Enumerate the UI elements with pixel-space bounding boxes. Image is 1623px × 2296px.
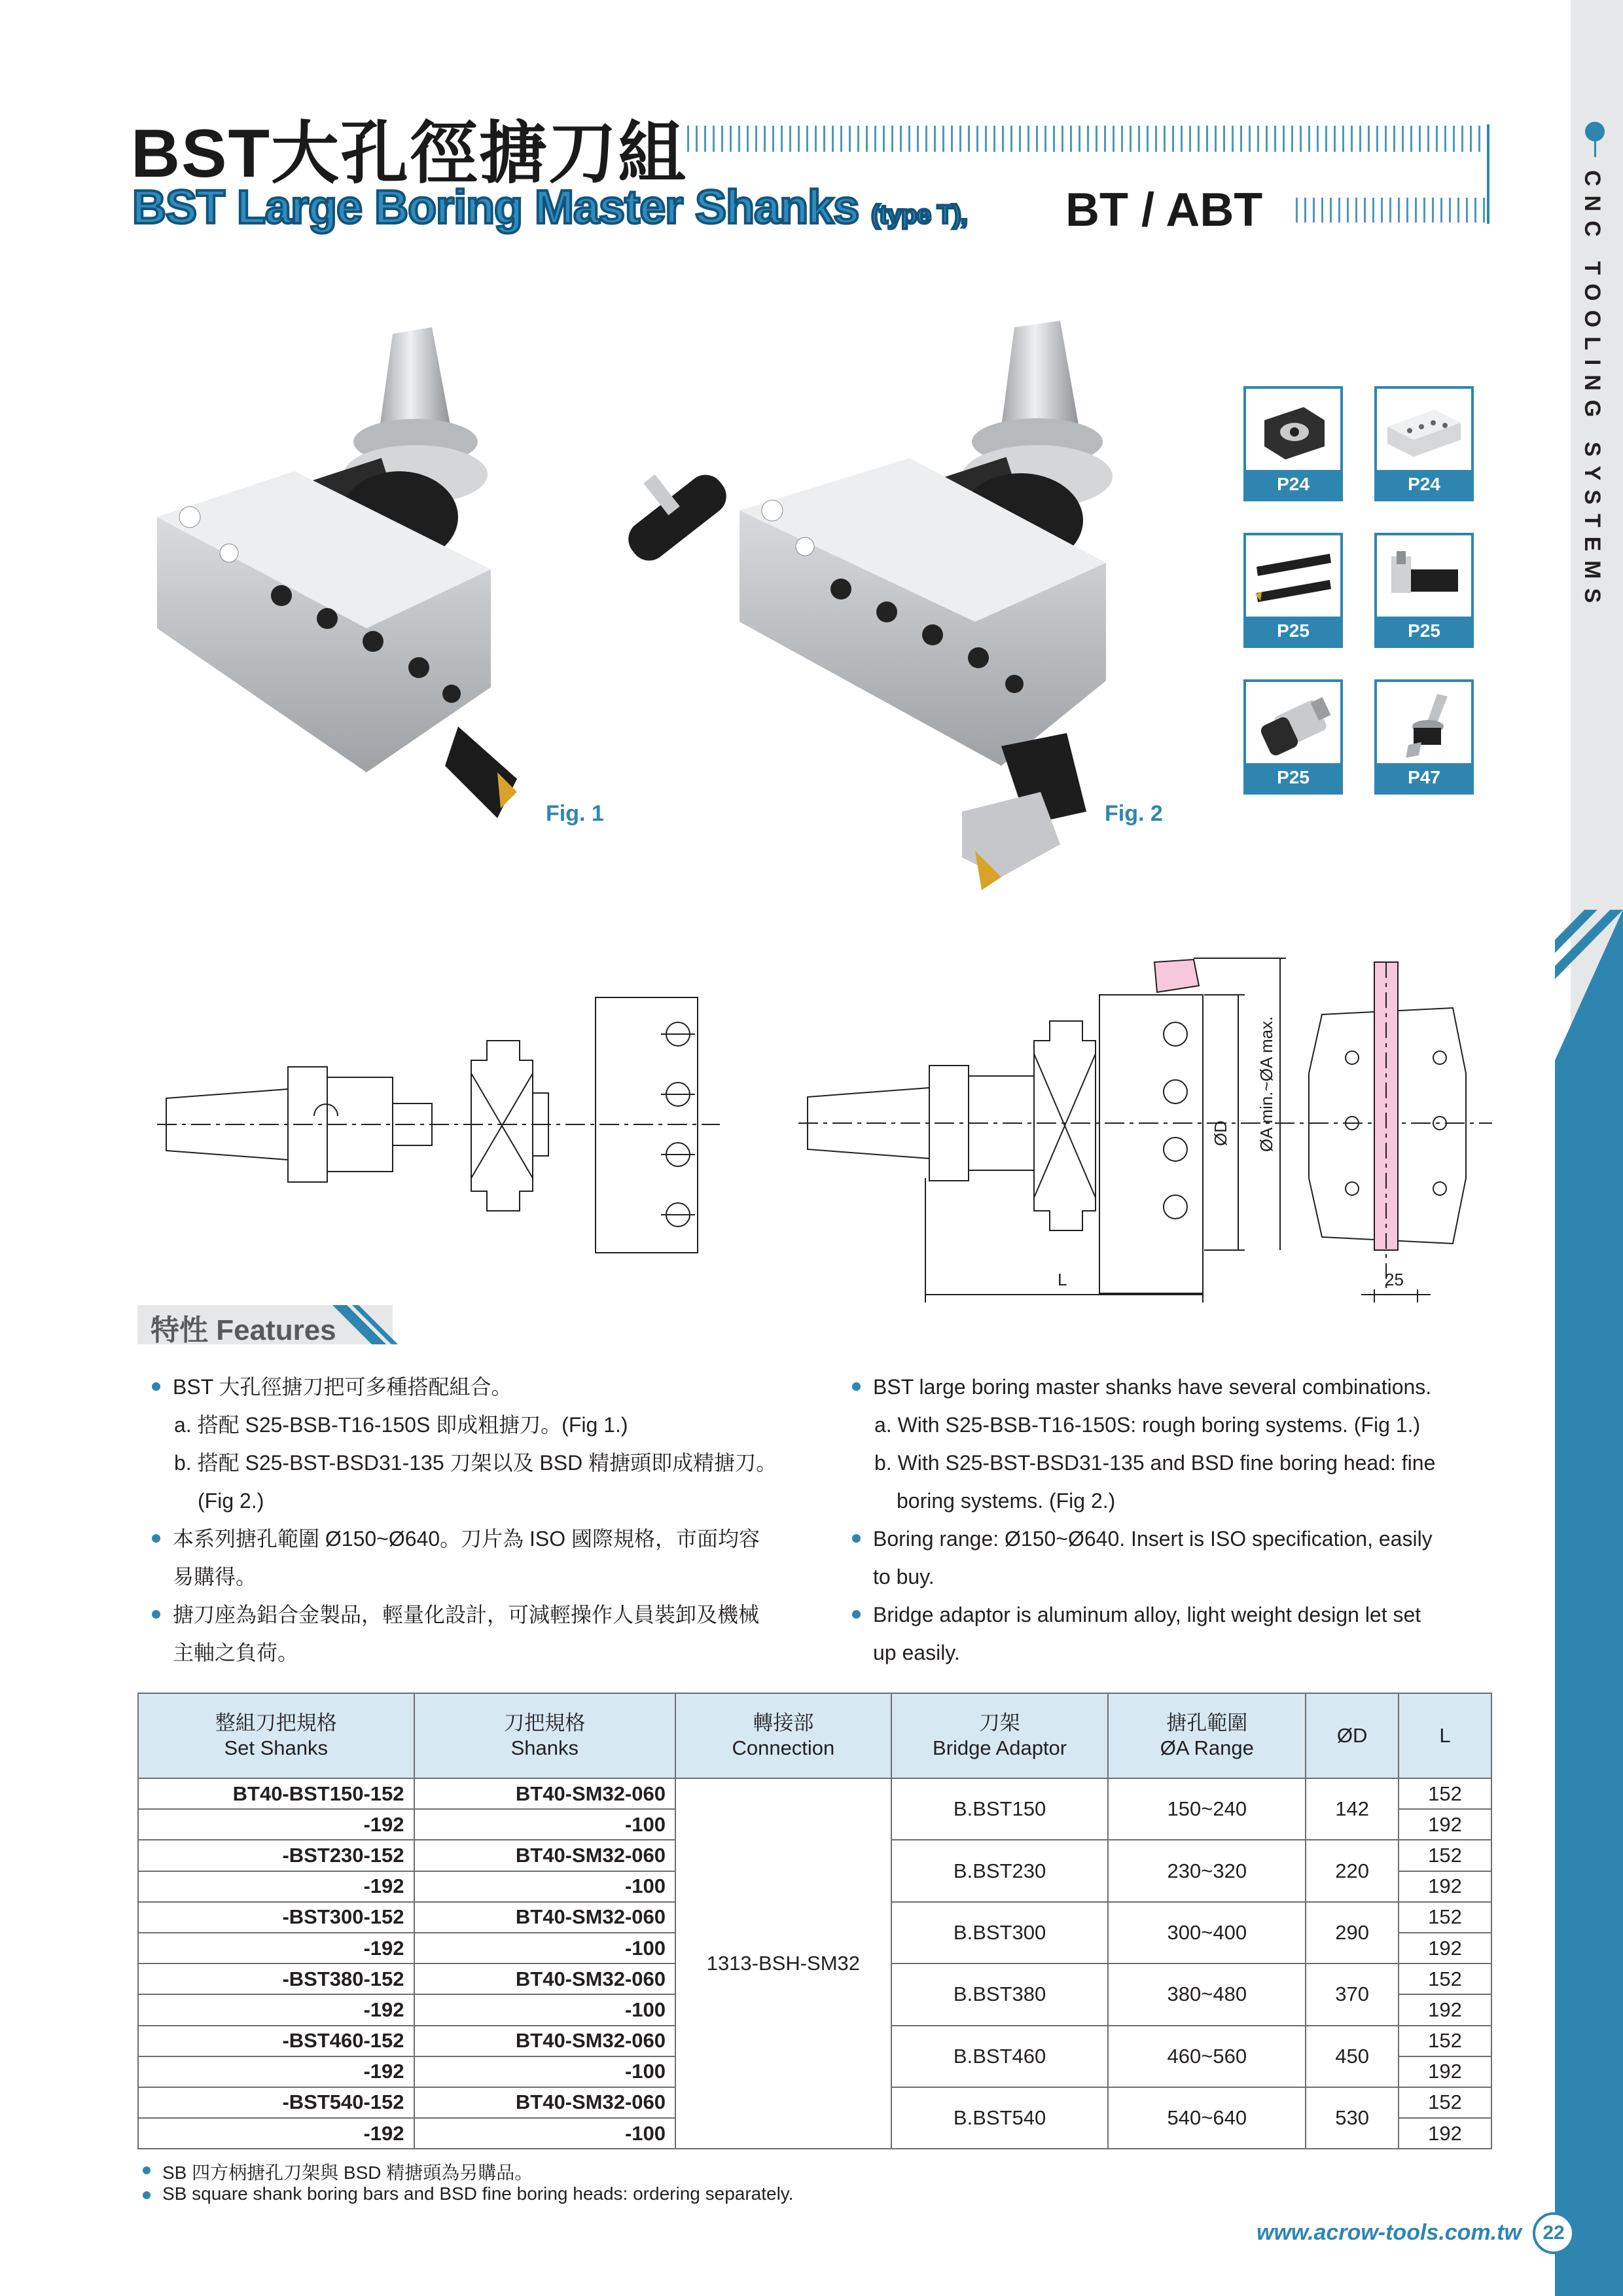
cell-l: 152	[1399, 1840, 1491, 1871]
cell-shank: BT40-SM32-060	[414, 1964, 676, 1994]
cell-set-shank: -BST300-152	[138, 1902, 414, 1933]
thumb-label: P25	[1377, 617, 1471, 645]
cell-connection: 1313-BSH-SM32	[675, 1778, 891, 2149]
dim-range: ØA min.~ØA max.	[1257, 1016, 1276, 1152]
feature-cn-1b: b. 搭配 S25-BST-BSD31-135 刀架以及 BSD 精搪頭即成精搪刀。	[174, 1451, 777, 1475]
title-en-type: (type T),	[871, 200, 967, 229]
table-header-row	[138, 1693, 1491, 1778]
cell-l: 152	[1399, 2026, 1491, 2056]
feature-en-1b-cont: boring systems. (Fig 2.)	[897, 1489, 1116, 1513]
drawing-fig1	[157, 982, 720, 1270]
feature-en-1a: a. With S25-BSB-T16-150S: rough boring systems. (Fig 1.)	[874, 1413, 1421, 1437]
cell-set-shank: BT40-BST150-152	[138, 1778, 414, 1809]
note-cn: SB 四方柄搪孔刀架與 BSD 精搪頭為另購品。	[162, 2159, 533, 2185]
cell-l: 152	[1399, 1964, 1491, 1994]
header-hatch-2	[1296, 198, 1486, 223]
footer-url[interactable]: www.acrow-tools.com.tw	[1257, 2220, 1522, 2245]
drawing-fig2	[798, 949, 1492, 1316]
feature-cn-2-cont: 易購得。	[173, 1565, 257, 1588]
cell-set-shank: -192	[138, 1871, 414, 1902]
cell-set-shank: -192	[138, 2056, 414, 2087]
cell-bridge: B.BST540	[891, 2087, 1109, 2149]
header-shanks: 刀把規格 Shanks	[414, 1693, 676, 1778]
thumb-p24-clamp[interactable]	[1243, 386, 1343, 501]
cell-od: 290	[1306, 1902, 1399, 1964]
clamp-block-icon	[1251, 394, 1335, 467]
header-hatch-edge	[1484, 124, 1489, 224]
boring-bar-icon	[1251, 541, 1335, 614]
cell-od: 450	[1306, 2026, 1399, 2087]
cell-shank: -100	[414, 1933, 676, 1964]
feature-en-1: BST large boring master shanks have several combinations.	[873, 1368, 1435, 1406]
side-label: CNC TOOLING SYSTEMS	[1580, 170, 1605, 613]
cell-set-shank: -BST460-152	[138, 2026, 414, 2056]
header-connection: 轉接部 Connection	[675, 1693, 891, 1778]
header-bridge: 刀架 Bridge Adaptor	[891, 1693, 1109, 1778]
features-title: 特性 Features	[151, 1314, 336, 1346]
cell-l: 152	[1399, 1902, 1491, 1933]
square-shank-holder-icon	[1382, 541, 1466, 614]
cell-od: 530	[1306, 2087, 1399, 2149]
cell-l: 152	[1399, 1778, 1491, 1809]
feature-en-2-cont: to buy.	[873, 1565, 935, 1588]
header-od: ØD	[1306, 1693, 1399, 1778]
thumb-label: P24	[1377, 470, 1471, 499]
cell-shank: -100	[414, 1994, 676, 2025]
fig1-label: Fig. 1	[546, 801, 604, 826]
cell-od: 142	[1306, 1778, 1399, 1840]
side-dot-icon	[1585, 122, 1605, 141]
feature-cn-3-cont: 主軸之負荷。	[173, 1641, 299, 1664]
dim-25: 25	[1385, 1270, 1404, 1289]
thumb-label: P47	[1377, 763, 1471, 792]
thumb-label: P24	[1246, 470, 1340, 499]
cell-shank: -100	[414, 1809, 676, 1840]
cell-bridge: B.BST460	[891, 2026, 1109, 2087]
bridge-block-icon	[1382, 394, 1466, 467]
side-accent	[1555, 910, 1623, 2296]
cell-shank: BT40-SM32-060	[414, 2087, 676, 2118]
dim-od: ØD	[1211, 1121, 1230, 1146]
cell-shank: BT40-SM32-060	[414, 1840, 676, 1871]
features-en	[873, 1368, 1435, 1672]
page-title-en	[132, 181, 967, 234]
title-bt-abt: BT / ABT	[1065, 184, 1263, 236]
features-slash-icon	[332, 1305, 398, 1344]
feature-cn-1a: a. 搭配 S25-BSB-T16-150S 即成粗搪刀。(Fig 1.)	[174, 1413, 628, 1437]
cell-l: 192	[1399, 1809, 1491, 1840]
feature-cn-1: BST 大孔徑搪刀把可多種搭配組合。	[173, 1368, 777, 1406]
cell-l: 192	[1399, 1994, 1491, 2025]
cell-range: 380~480	[1108, 1964, 1306, 2025]
page-title-cn: BST大孔徑搪刀組	[131, 116, 688, 192]
header-set-shanks: 整組刀把規格 Set Shanks	[138, 1693, 414, 1778]
feature-en-3: Bridge adaptor is aluminum alloy, light weight design let set	[873, 1596, 1435, 1634]
table-row	[138, 1778, 1491, 1809]
page-number: 22	[1533, 2212, 1575, 2254]
dim-l: L	[1058, 1270, 1067, 1289]
feature-en-1b: b. With S25-BST-BSD31-135 and BSD fine boring head: fine	[874, 1451, 1436, 1475]
header-l: L	[1399, 1693, 1491, 1778]
thumb-p25-bar[interactable]	[1243, 533, 1343, 648]
cell-set-shank: -BST230-152	[138, 1840, 414, 1871]
title-en-main: BST Large Boring Master Shanks	[132, 181, 859, 234]
thumb-label: P25	[1246, 617, 1340, 645]
cell-range: 150~240	[1108, 1778, 1306, 1840]
cell-shank: -100	[414, 1871, 676, 1902]
cell-set-shank: -192	[138, 1809, 414, 1840]
cell-set-shank: -192	[138, 1933, 414, 1964]
feature-cn-1b-cont: (Fig 2.)	[198, 1489, 264, 1513]
fine-boring-head-icon	[1251, 687, 1335, 761]
cell-l: 192	[1399, 1871, 1491, 1902]
thumb-p25-holder[interactable]	[1374, 533, 1474, 648]
cell-shank: -100	[414, 2056, 676, 2087]
cell-bridge: B.BST380	[891, 1964, 1109, 2025]
feature-en-2: Boring range: Ø150~Ø640. Insert is ISO specification, easily	[873, 1520, 1435, 1558]
cell-od: 220	[1306, 1840, 1399, 1901]
cell-bridge: B.BST150	[891, 1778, 1109, 1840]
fig2-label: Fig. 2	[1105, 801, 1163, 826]
spec-table	[137, 1693, 1492, 2149]
cell-set-shank: -BST380-152	[138, 1964, 414, 1994]
cell-shank: BT40-SM32-060	[414, 2026, 676, 2056]
note-en: SB square shank boring bars and BSD fine boring heads: ordering separately.	[162, 2183, 794, 2204]
cell-range: 300~400	[1108, 1902, 1306, 1964]
cell-shank: BT40-SM32-060	[414, 1778, 676, 1809]
cell-shank: BT40-SM32-060	[414, 1902, 676, 1933]
bt-shank-icon	[1382, 687, 1466, 761]
cell-od: 370	[1306, 1964, 1399, 2025]
features-cn	[173, 1368, 777, 1672]
cell-l: 192	[1399, 2118, 1491, 2149]
cell-l: 192	[1399, 1933, 1491, 1964]
cell-bridge: B.BST300	[891, 1902, 1109, 1964]
cell-l: 192	[1399, 2056, 1491, 2087]
thumb-p47-shank[interactable]	[1374, 679, 1474, 795]
cell-shank: -100	[414, 2118, 676, 2149]
cell-range: 460~560	[1108, 2026, 1306, 2087]
thumb-p24-bridge[interactable]	[1374, 386, 1474, 501]
header-range: 搪孔範圍 ØA Range	[1108, 1693, 1306, 1778]
cell-bridge: B.BST230	[891, 1840, 1109, 1901]
cell-l: 152	[1399, 2087, 1491, 2118]
cell-range: 230~320	[1108, 1840, 1306, 1901]
feature-cn-3: 搪刀座為鋁合金製品，輕量化設計，可減輕操作人員裝卸及機械	[173, 1596, 777, 1634]
fig1-photo	[151, 321, 609, 831]
feature-cn-2: 本系列搪孔範圍 Ø150~Ø640。刀片為 ISO 國際規格，市面均容	[173, 1520, 777, 1558]
side-line	[1594, 141, 1596, 157]
thumb-label: P25	[1246, 763, 1340, 792]
cell-set-shank: -BST540-152	[138, 2087, 414, 2118]
header-hatch	[687, 126, 1486, 152]
thumb-p25-head[interactable]	[1243, 679, 1343, 795]
cell-set-shank: -192	[138, 1994, 414, 2025]
cell-range: 540~640	[1108, 2087, 1306, 2149]
cell-set-shank: -192	[138, 2118, 414, 2149]
feature-en-3-cont: up easily.	[873, 1641, 960, 1664]
